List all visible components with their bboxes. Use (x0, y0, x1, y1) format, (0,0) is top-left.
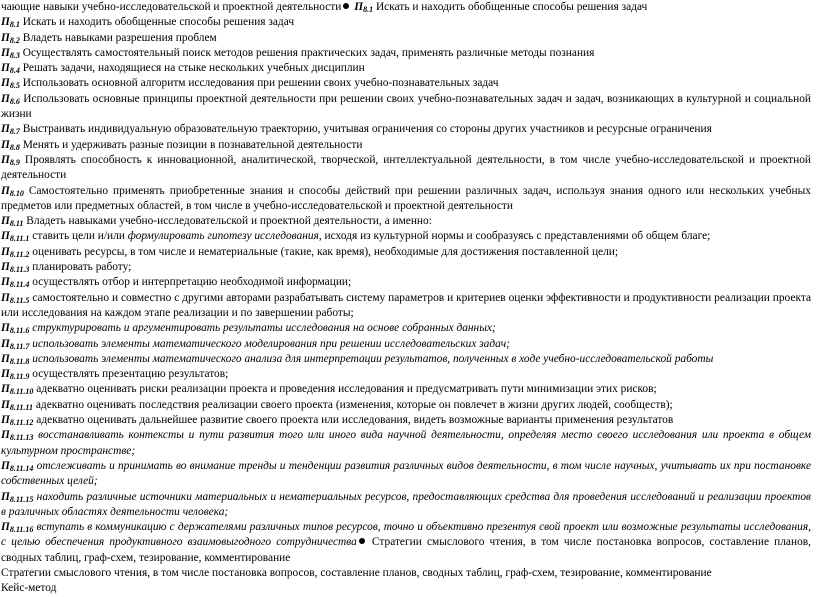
competency-code-number: 8.10 (9, 188, 24, 198)
line-text: Использовать основные принципы проектной деятельности при решении своих учебно-познавательных задач и задач, возникающих в культурной и социальной жизни (1, 92, 811, 121)
competency-code (1, 322, 29, 334)
competency-code (1, 93, 20, 105)
competency-code-letter: П (1, 490, 10, 503)
competency-code (1, 276, 29, 288)
competency-code-number: 8.4 (9, 66, 20, 76)
line-italic-text: восстанавливать контексты и пути развития того или иного вида научной деятельности, определяя место своего исследования или проекта в общем культурном пространстве; (1, 429, 811, 457)
competency-code (1, 230, 29, 242)
document-line (1, 15, 811, 30)
line-text: адекватно оценивать дальнейшее развитие своего проекта или исследования, видеть возможные варианты применения результатов (33, 414, 674, 427)
competency-code-letter: П (1, 459, 10, 472)
competency-code-number: 8.11.14 (9, 463, 34, 473)
competency-code-number: 8.6 (9, 96, 20, 106)
competency-code (1, 185, 24, 197)
line-italic-text: вступать в коммуникацию с держателями различных типов ресурсов, точно и объективно презентуя свой проект или возможные результаты исследования, с целью обеспечения продуктивного взаимовыгодного сотрудничества (1, 521, 811, 549)
competency-code (1, 215, 23, 227)
competency-code (1, 429, 33, 441)
competency-code-letter: П (1, 92, 10, 105)
line-italic-text: использовать элементы математического моделирования при решении исследовательских задач; (29, 337, 510, 350)
competency-code-letter: П (1, 398, 10, 411)
competency-code-letter: П (1, 429, 10, 442)
competency-code-number: 8.11.6 (9, 326, 30, 336)
line-italic-text: использовать элементы математического анализа для интерпретации результатов, полученных в ходе учебно-исследовательской работы (29, 352, 714, 365)
line-text: Владеть навыками учебно-исследовательской и проектной деятельности, а именно: (23, 215, 432, 228)
document-line (1, 245, 811, 260)
line-text: Осуществлять самостоятельный поиск методов решения практических задач, применять различные методы познания (19, 46, 595, 59)
document-line (1, 184, 811, 215)
document-line (1, 31, 811, 46)
competency-code-number: 8.1 (9, 20, 20, 30)
competency-code (1, 353, 29, 365)
competency-code (1, 368, 29, 380)
competency-code-number: 8.11.9 (9, 372, 30, 382)
competency-code-number: 8.11.13 (9, 433, 34, 443)
competency-code-number: 8.11.16 (9, 525, 34, 535)
competency-code (1, 292, 29, 304)
line-text: , исходя из культурной нормы и сообразуясь с представлениями об общем благе; (318, 230, 711, 243)
line-text: Проявлять способность к инновационной, аналитической, творческой, интеллектуальной деятельности, в том числе учебно-исследовательской и проектной деятельности (1, 153, 811, 182)
competency-code (1, 491, 33, 503)
line-italic-text: находить различные источники материальных и нематериальных ресурсов, предоставляющих средства для проведения исследований и реализации проектов в различных областях деятельности человека; (1, 490, 811, 518)
line-text: чающие навыки учебно-исследовательской и проектной деятельности (1, 1, 342, 13)
competency-code-number: 8.11.4 (9, 280, 30, 290)
competency-code-number: 8.11.8 (9, 356, 30, 366)
competency-code-letter: П (1, 521, 10, 534)
competency-code-letter: П (354, 1, 364, 13)
competency-code-number: 8.11.15 (9, 494, 34, 504)
document-line (1, 581, 811, 596)
competency-code (1, 261, 29, 273)
document-line (1, 566, 811, 581)
competency-code (1, 246, 29, 258)
competency-code-number: 8.11 (9, 219, 24, 229)
competency-code-number: 8.5 (9, 81, 20, 91)
competency-code-number: 8.11.5 (9, 295, 30, 305)
competency-code-letter: П (1, 62, 10, 75)
line-text: адекватно оценивать риски реализации проекта и проведения исследования и предусматривать пути минимизации этих рисков; (33, 383, 657, 396)
document-line (1, 382, 811, 397)
line-text: самостоятельно и совместно с другими авторами разрабатывать систему параметров и критериев оценки эффективности и продуктивности реализации проекта или исследования на каждом этапе реализации и по завершении работы; (1, 291, 811, 319)
competency-code-letter: П (1, 276, 10, 289)
competency-code-number: 8.11.7 (9, 341, 30, 351)
competency-code-number: 8.11.11 (9, 402, 33, 412)
competency-code (354, 1, 373, 13)
competency-code-number: 8.11.12 (9, 418, 34, 428)
document-line (1, 520, 811, 566)
document-line (1, 337, 811, 352)
competency-code (1, 32, 20, 44)
document-line (1, 490, 811, 521)
document-line (1, 398, 811, 413)
competency-code-letter: П (1, 414, 10, 427)
competency-code-number: 8.1 (363, 5, 374, 14)
competency-code-letter: П (1, 123, 10, 136)
competency-code (1, 383, 33, 395)
line-text: Выстраивать индивидуальную образовательную траекторию, учитывая ограничения со стороны других участников и ресурсные ограничения (19, 123, 712, 136)
competency-code-number: 8.9 (9, 157, 20, 167)
competency-code-letter: П (1, 230, 10, 243)
line-text: Менять и удерживать разные позиции в познавательной деятельности (19, 138, 363, 151)
line-text: Стратегии смыслового чтения, в том числе постановка вопросов, составление планов, сводных таблиц, граф-схем, тезирование, комментирование (1, 566, 712, 579)
line-italic-text: структурировать и аргументировать результаты исследования на основе собранных данных; (29, 322, 496, 335)
competency-code-number: 8.7 (9, 127, 20, 137)
line-text: адекватно оценивать последствия реализации своего проекта (изменения, которые он повлечет в жизни других людей, сообществ); (33, 398, 673, 411)
competency-code-letter: П (1, 77, 10, 90)
competency-code (1, 77, 20, 89)
document-line (1, 459, 811, 490)
competency-code (1, 460, 33, 472)
competency-code-letter: П (1, 138, 10, 151)
document-line (1, 260, 811, 275)
document-line (1, 291, 811, 322)
competency-code (1, 414, 33, 426)
competency-code-letter: П (1, 337, 10, 350)
competency-code-number: 8.2 (9, 35, 20, 45)
line-text: Кейс-метод (1, 582, 57, 595)
line-text: Владеть навыками разрешения проблем (19, 31, 217, 44)
document-line (1, 367, 811, 382)
line-text: Стратегии смыслового чтения, в том числе постановка вопросов, составление планов, сводных таблиц, граф-схем, тезирование, комментирование (1, 536, 811, 564)
competency-code-letter: П (1, 46, 10, 59)
competency-code-letter: П (1, 184, 10, 197)
competency-code (1, 154, 20, 166)
competency-code-letter: П (1, 368, 10, 381)
bullet-icon (343, 3, 349, 9)
competency-code (1, 62, 20, 74)
competency-code-letter: П (1, 16, 10, 29)
competency-code-letter: П (1, 31, 10, 44)
competency-code-letter: П (1, 261, 10, 274)
document-line (1, 214, 811, 229)
competency-code-number: 8.11.10 (9, 387, 34, 397)
document-line (1, 153, 811, 184)
document-line (1, 0, 811, 15)
document-line (1, 61, 811, 76)
competency-code-letter: П (1, 215, 10, 228)
document-line (1, 46, 811, 61)
competency-code-letter: П (1, 291, 10, 304)
document-line (1, 138, 811, 153)
line-text: осуществлять презентацию результатов; (29, 368, 229, 381)
document-line (1, 229, 811, 244)
competency-code-letter: П (1, 322, 10, 335)
competency-code-number: 8.11.2 (9, 249, 30, 259)
bullet-icon (359, 538, 365, 544)
competency-code (1, 16, 20, 28)
line-text: ставить цели и/или (29, 230, 128, 243)
document-line (1, 76, 811, 91)
document-line (1, 428, 811, 459)
line-text: Использовать основной алгоритм исследования при решении своих учебно-познавательных задач (19, 77, 499, 90)
line-text: оценивать ресурсы, в том числе и нематериальные (такие, как время), необходимые для достижения поставленной цели; (29, 245, 619, 258)
line-italic-text: отслеживать и принимать во внимание тренды и тенденции развития различных видов деятельности, в том числе научных, учитывать их при постановке собственных целей; (1, 459, 811, 488)
competency-code-letter: П (1, 245, 10, 258)
line-text: Искать и находить обобщенные способы решения задач (19, 16, 295, 29)
document-line (1, 275, 811, 290)
competency-code (1, 399, 33, 411)
competency-code (1, 338, 29, 350)
document-line (1, 92, 811, 123)
line-text: осуществлять отбор и интерпретацию необходимой информации; (29, 276, 352, 289)
document-line (1, 122, 811, 137)
document-line (1, 413, 811, 428)
line-italic-text: формулировать гипотезу исследования (127, 230, 319, 243)
line-text: Искать и находить обобщенные способы решения задач (373, 1, 648, 13)
line-text: планировать работу; (29, 261, 132, 274)
competency-code-letter: П (1, 352, 10, 365)
line-text: Решать задачи, находящиеся на стыке нескольких учебных дисциплин (19, 62, 365, 75)
competency-code-letter: П (1, 383, 10, 396)
competency-code-number: 8.11.3 (9, 265, 30, 275)
competency-code-number: 8.11.1 (9, 234, 30, 244)
competency-code (1, 123, 20, 135)
competency-code-letter: П (1, 153, 10, 166)
competency-code-number: 8.8 (9, 142, 20, 152)
competency-code-number: 8.3 (9, 50, 20, 60)
competency-code (1, 47, 20, 59)
competency-code (1, 139, 20, 151)
competency-code (1, 521, 33, 533)
document-line (1, 352, 811, 367)
document-line (1, 321, 811, 336)
line-text: Самостоятельно применять приобретенные знания и способы действий при решении различных задач, используя знания одного или нескольких учебных предметов или предметных областей, в том числе в учебно-исследовательской и проектной деятельности (1, 184, 811, 212)
